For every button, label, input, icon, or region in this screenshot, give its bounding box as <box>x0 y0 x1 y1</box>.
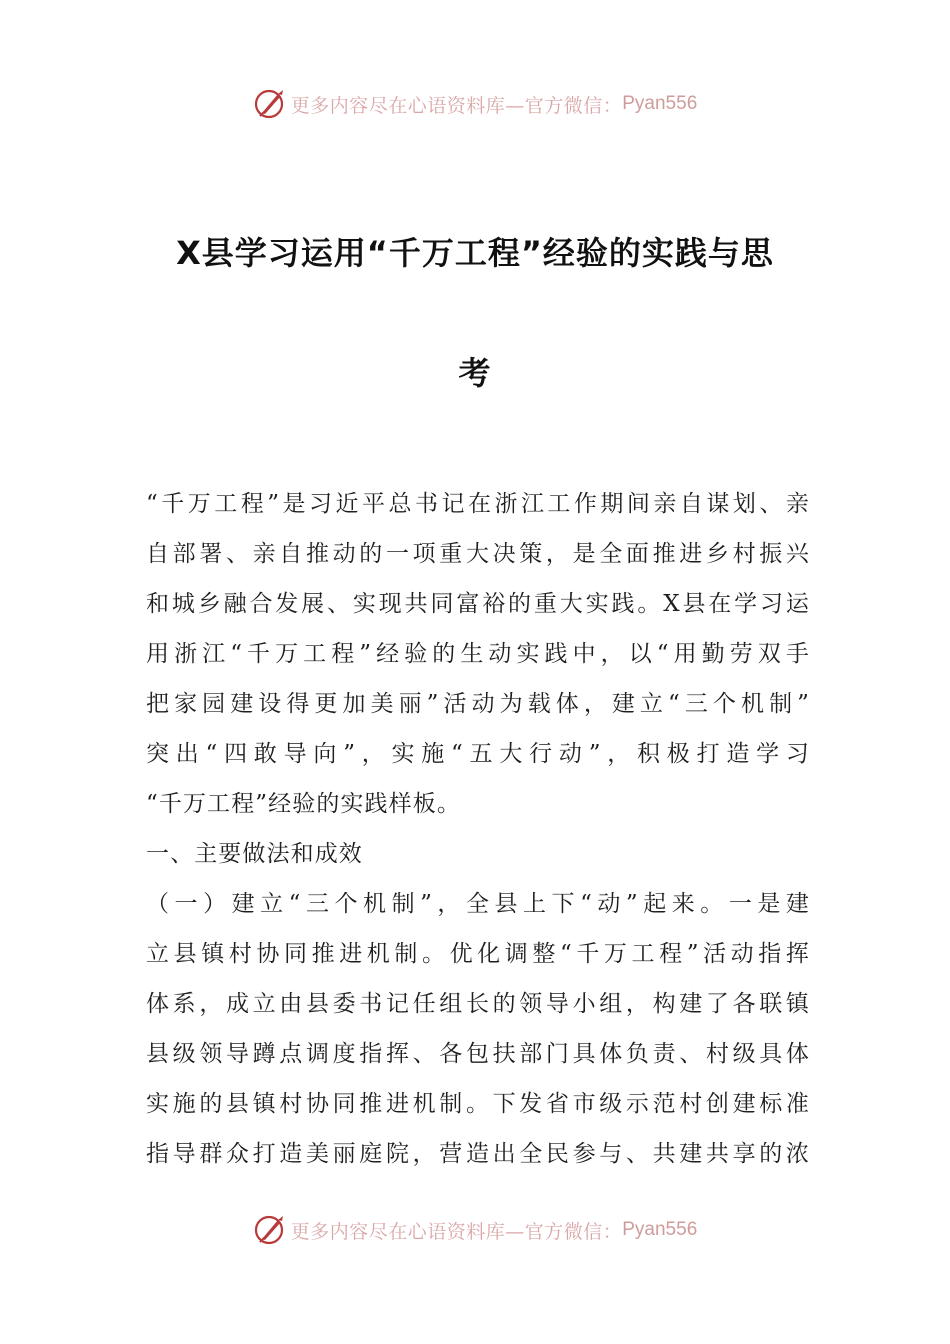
quill-logo-icon <box>253 1213 287 1247</box>
paragraph-line: “千万工程”是习近平总书记在浙江工作期间亲自谋划、亲 <box>146 491 810 517</box>
paragraph-line: 自部署、亲自推动的一项重大决策，是全面推进乡村振兴 <box>146 541 810 567</box>
quill-logo-icon <box>253 87 287 121</box>
paragraph-line: 立县镇村协同推进机制。优化调整“千万工程”活动指挥 <box>146 941 810 967</box>
paragraph-line: “千万工程”经验的实践样板。 <box>146 791 461 817</box>
paragraph-line: 县级领导蹲点调度指挥、各包扶部门具体负责、村级具体 <box>146 1041 810 1067</box>
document-title: X县学习运用“千万工程”经验的实践与思 <box>176 234 774 272</box>
paragraph-line: 体系，成立由县委书记任组长的领导小组，构建了各联镇 <box>146 991 810 1017</box>
document-body <box>146 479 810 1179</box>
document-title-continued: 考 <box>458 354 492 392</box>
watermark-text: 更多内容尽在心语资料库—官方微信： <box>290 94 623 117</box>
watermark-contact: Pyan556 <box>622 1219 698 1240</box>
watermark-contact: Pyan556 <box>622 93 698 114</box>
paragraph-line: （一）建立“三个机制”，全县上下“动”起来。一是建 <box>146 891 810 917</box>
paragraph-line: 突出“四敢导向”，实施“五大行动”，积极打造学习 <box>146 741 810 767</box>
paragraph-line: 把家园建设得更加美丽”活动为载体，建立“三个机制” <box>146 691 810 717</box>
paragraph-line: 实施的县镇村协同推进机制。下发省市级示范村创建标准 <box>146 1091 810 1117</box>
paragraph-line: 指导群众打造美丽庭院，营造出全民参与、共建共享的浓 <box>146 1141 810 1167</box>
watermark-text: 更多内容尽在心语资料库—官方微信： <box>290 1220 623 1243</box>
section-heading: 一、主要做法和成效 <box>146 841 363 867</box>
paragraph-line: 和城乡融合发展、实现共同富裕的重大实践。X县在学习运 <box>146 591 810 617</box>
watermark-header <box>0 84 950 124</box>
paragraph-line: 用浙江“千万工程”经验的生动实践中，以“用勤劳双手 <box>146 641 810 667</box>
watermark-footer <box>0 1210 950 1250</box>
